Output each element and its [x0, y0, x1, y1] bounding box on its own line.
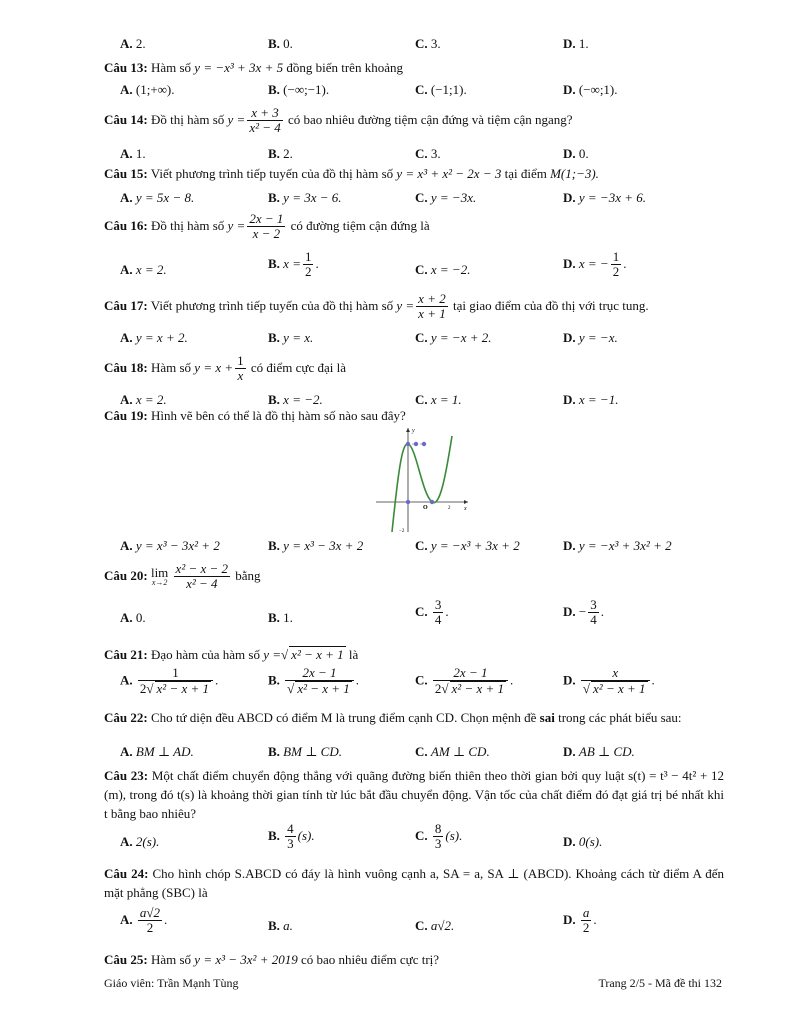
- q20-option-b: B. 1.: [268, 610, 293, 625]
- svg-text:y: y: [412, 428, 415, 434]
- q23-option-d: D. 0(s).: [563, 834, 603, 849]
- question-19: Câu 19: Hình vẽ bên có thể là đồ thị hàm số nào sau đây?: [104, 408, 406, 423]
- footer-page-info: Trang 2/5 - Mã đề thi 132: [598, 976, 722, 990]
- q22-option-b: B. BM ⊥ CD.: [268, 744, 342, 759]
- q19-option-d: D. y = −x³ + 3x² + 2: [563, 538, 672, 553]
- q22-option-a: A. BM ⊥ AD.: [120, 744, 194, 759]
- q17-option-d: D. y = −x.: [563, 330, 618, 345]
- q18-option-b: B. x = −2.: [268, 392, 323, 407]
- question-25: Câu 25: Hàm số y = x³ − 3x² + 2019 có bao nhiêu điểm cực trị?: [104, 952, 440, 967]
- q18-option-d: D. x = −1.: [563, 392, 619, 407]
- q12-option-c: C. 3.: [415, 36, 441, 51]
- svg-text:O: O: [423, 505, 428, 511]
- footer-teacher: Giáo viên: Trần Mạnh Tùng: [104, 976, 239, 990]
- option-label: A.: [120, 36, 133, 51]
- q13-option-b: B. (−∞;−1).: [268, 82, 330, 97]
- svg-text:x: x: [464, 506, 467, 512]
- question-20: Câu 20: lim x→2 $\frac{\text{x² − x − 2}}{\text{x² − 4}}$ bằng: [104, 561, 261, 592]
- q17-option-b: B. y = x.: [268, 330, 314, 345]
- q21-option-c: C. $\frac{2x - 1}{\text{2√ x² − x + 1}}$ .: [415, 666, 513, 697]
- q13-option-a: A. (1;+∞).: [120, 82, 175, 97]
- q19-option-b: B. y = x³ − 3x + 2: [268, 538, 364, 553]
- q21-option-a: A. $\frac{1}{\text{2√ x² − x + 1}}$ .: [120, 666, 218, 697]
- q16-option-c: C. x = −2.: [415, 262, 471, 277]
- q24-option-b: B. a.: [268, 918, 293, 933]
- q24-option-d: D. $\frac{a}{2}$ .: [563, 905, 597, 936]
- q19-option-a: A. y = x³ − 3x² + 2: [120, 538, 220, 553]
- q15-option-c: C. y = −3x.: [415, 190, 477, 205]
- question-13: Câu 13: Hàm số y = −x³ + 3x + 5 đồng biến trên khoảng: [104, 60, 403, 75]
- function-graph: [372, 424, 472, 534]
- question-15: Câu 15: Viết phương trình tiếp tuyến của đồ thị hàm số y = x³ + x² − 2x − 3 tại điểm M(1;−3).: [104, 166, 599, 181]
- question-16: Câu 16: Đồ thị hàm số y = $\frac{2x - 1}{x - 2}$ có đường tiệm cận đứng là: [104, 211, 430, 242]
- q22-option-d: D. AB ⊥ CD.: [563, 744, 635, 759]
- q14-option-b: B. 2.: [268, 146, 293, 161]
- q21-option-d: D. x √ x² − x + 1 .: [563, 666, 655, 697]
- q14-option-c: C. 3.: [415, 146, 441, 161]
- question-24: Câu 24: Cho hình chóp S.ABCD có đáy là hình vuông cạnh a, SA = a, SA ⊥ (ABCD). Khoảng cách từ điểm A đến mặt phẳng (SBC) là: [104, 866, 725, 900]
- q17-option-c: C. y = −x + 2.: [415, 330, 492, 345]
- q12-option-a: A. 2.: [120, 36, 146, 51]
- question-22: Câu 22: Cho tứ diện đều ABCD có điểm M là trung điểm cạnh CD. Chọn mệnh đề sai trong các phát biểu sau:: [104, 710, 682, 725]
- q21-option-b: B. 2x − 1 √ x² − x + 1 .: [268, 666, 359, 697]
- q18-option-c: C. x = 1.: [415, 392, 462, 407]
- q16-option-d: D. x = − $\frac{1}{2}$ .: [563, 249, 627, 280]
- q16-option-b: B. x = $\frac{1}{2}$ .: [268, 249, 319, 280]
- q24-option-c: C. a√2.: [415, 918, 455, 933]
- q16-option-a: A. x = 2.: [120, 262, 167, 277]
- q15-option-d: D. y = −3x + 6.: [563, 190, 646, 205]
- q18-option-a: A. x = 2.: [120, 392, 167, 407]
- q15-option-a: A. y = 5x − 8.: [120, 190, 195, 205]
- svg-text:−2: −2: [399, 529, 405, 534]
- question-21: Câu 21: Đạo hàm của hàm số y =√ x² − x + 1 là: [104, 646, 358, 663]
- question-18: Câu 18: Hàm số y = x + $\frac{1}{x}$ có điểm cực đại là: [104, 353, 347, 384]
- q20-option-d: D. − $\frac{3}{4}$ .: [563, 597, 604, 628]
- q24-option-a: A. $\frac{a√2}{2}$ .: [120, 905, 168, 936]
- q13-option-d: D. (−∞;1).: [563, 82, 618, 97]
- q20-option-a: A. 0.: [120, 610, 146, 625]
- q22-option-c: C. AM ⊥ CD.: [415, 744, 490, 759]
- q17-option-a: A. y = x + 2.: [120, 330, 188, 345]
- q19-option-c: C. y = −x³ + 3x + 2: [415, 538, 520, 553]
- q14-option-a: A. 1.: [120, 146, 146, 161]
- q12-option-d: D. 1.: [563, 36, 589, 51]
- q15-option-b: B. y = 3x − 6.: [268, 190, 342, 205]
- q20-option-c: C. $\frac{3}{4}$ .: [415, 597, 449, 628]
- q13-option-c: C. (−1;1).: [415, 82, 467, 97]
- question-17: Câu 17: Viết phương trình tiếp tuyến của đồ thị hàm số y = $\frac{x + 2}{x + 1}$ tại giao điểm của đồ thị với trục tung.: [104, 291, 649, 322]
- q14-option-d: D. 0.: [563, 146, 589, 161]
- question-14: Câu 14: Đồ thị hàm số y = $\frac{x + 3}{\text{x² − 4}}$ có bao nhiêu đường tiệm cận đứng và tiệm cận ngang?: [104, 105, 573, 136]
- question-23: Câu 23: Một chất điểm chuyển động thẳng với quãng đường biến thiên theo thời gian bởi quy luật s(t) = t³ − 4t² + 12 (m), trong đó t(s) là khoảng thời gian tính từ lúc bắt đầu chuyển động. Vận tốc của chất điểm đó đạt giá trị bé nhất khi t bằng bao nhiêu?: [104, 768, 725, 821]
- q23-option-a: A. 2(s).: [120, 834, 160, 849]
- q12-option-b: B. 0.: [268, 36, 293, 51]
- q23-option-c: C. $\frac{8}{3}$ (s).: [415, 821, 463, 852]
- q23-option-b: B. $\frac{4}{3}$ (s).: [268, 821, 315, 852]
- svg-text:2: 2: [448, 506, 451, 511]
